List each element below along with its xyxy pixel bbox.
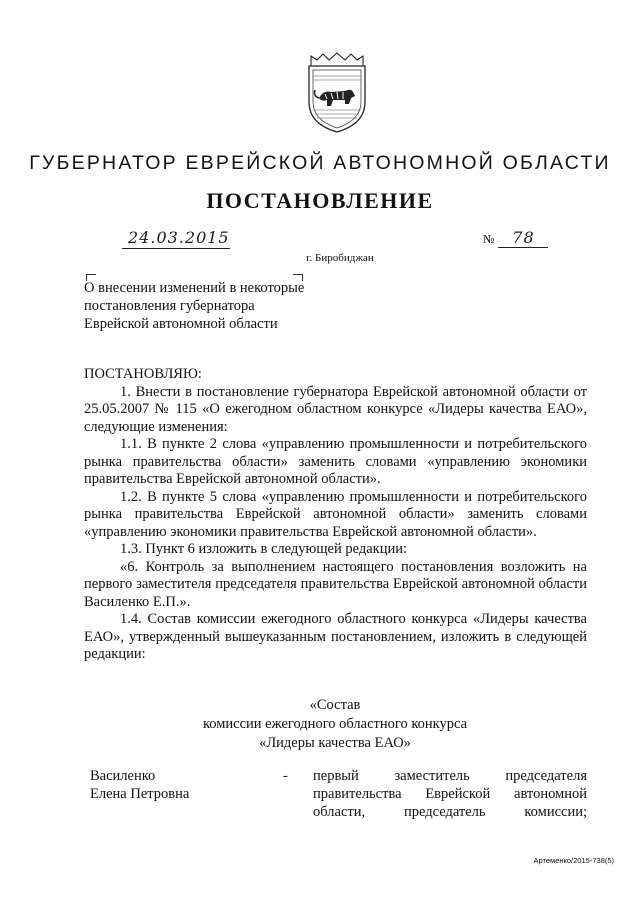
composition-line: «Лидеры качества ЕАО» [259,735,411,751]
member-dash: - [283,768,288,784]
composition-line: комиссии ежегодного областного конкурса [202,716,468,732]
paragraph-1-4: 1.4. Состав комиссии ежегодного областного конкурса «Лидеры качества ЕАО», утвержденный вышеуказанным постановлением, изложить в следующей редакции: [84,611,587,662]
composition-line: «Состав [309,697,361,713]
composition-heading [0,696,640,753]
paragraph-1: 1. Внести в постановление губернатора Еврейской автономной области от 25.05.2007 № 115 «О ежегодном областном конкурсе «Лидеры качества ЕАО», следующие изменения: [84,383,587,435]
paragraph-1-1: 1.1. В пункте 2 слова «управлению промышленности и потребительского рынка правительства области» заменить словами «управлению экономики правительства Еврейской автономной области». [84,436,587,487]
number-label: № [483,232,495,246]
city-line: г. Биробиджан [306,252,374,264]
paragraph-1-2: 1.2. В пункте 5 слова «управлению промышленности и потребительского рынка правительства Еврейской автономной области» заменить словами «управлению экономики правительства Еврейской автономной области». [84,488,587,540]
authority-title: ГУБЕРНАТОР ЕВРЕЙСКОЙ АВТОНОМНОЙ ОБЛАСТИ [29,152,611,174]
executor-reference: Артеменко/2015-738(5) [533,856,614,865]
member-role-text: первый заместитель председателя правительства Еврейской автономной области, председатель комиссии; [313,768,587,820]
member-role [283,767,587,821]
document-body [84,366,587,664]
subject-block [84,279,324,333]
subject-line: О внесении изменений в некоторые [84,280,305,296]
decree-word: ПОСТАНОВЛЯЮ: [84,366,202,382]
coat-of-arms-icon [303,52,371,134]
document-number [483,228,548,248]
paragraph-1-3: 1.3. Пункт 6 изложить в следующей редакции: [120,541,408,557]
number-value: 78 [498,228,548,248]
paragraph-1-3-quote: «6. Контроль за выполнением настоящего постановления возложить на первого заместителя председателя правительства Еврейской автономной области Василенко Е.П.». [84,558,587,610]
subject-line: Еврейской автономной области [84,316,278,332]
date-value: 24.03.2015 [128,228,230,247]
subject-line: постановления губернатора [84,298,255,314]
member-surname: Василенко [90,768,156,784]
member-given-name: Елена Петровна [90,786,190,802]
document-type-title: ПОСТАНОВЛЕНИЕ [206,188,434,213]
member-name [90,767,189,803]
document-date [122,228,230,249]
